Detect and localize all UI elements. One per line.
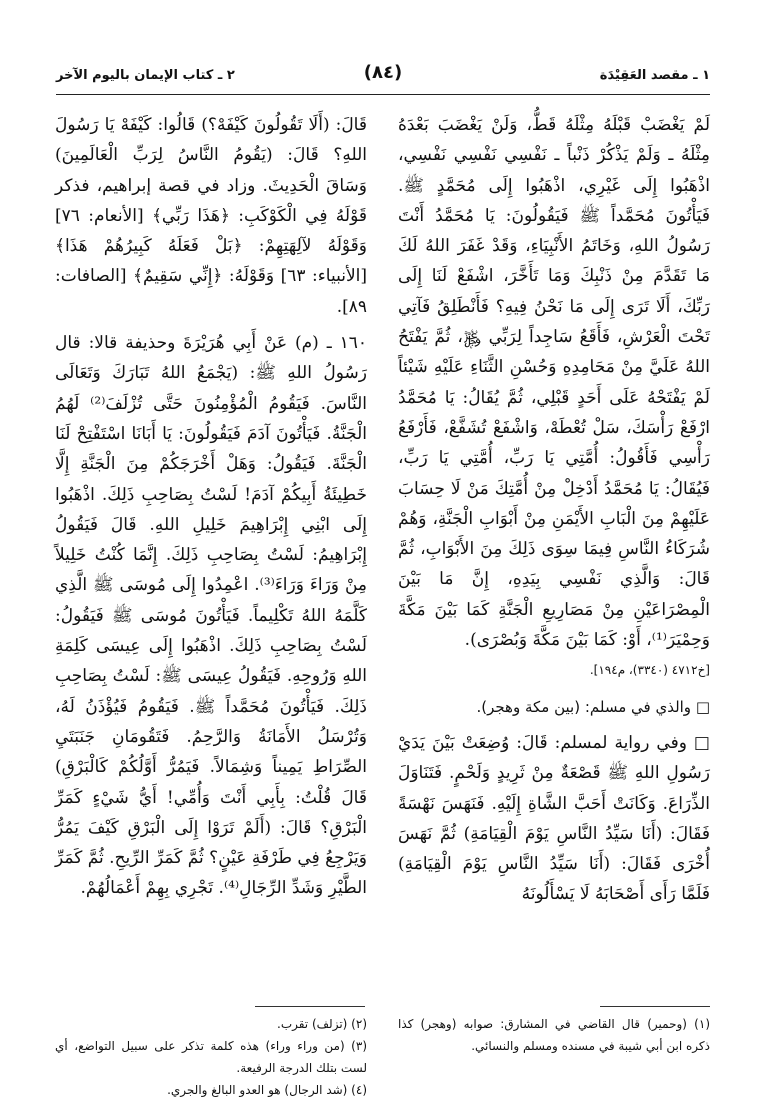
footnote-3: (٣) (من وراء وراء) هذه كلمة تذكر على سبيل التواضع، أي لست بتلك الدرجة الرفيعة. [55, 1039, 367, 1075]
hadith-reference: [خ٤٧١٢ (٣٣٤٠)، م١٩٤]. [589, 663, 710, 678]
page-number: (٨٤) [363, 62, 403, 83]
hadith-text-end: قَالَ: (أَلَا تَقُولُونَ كَيْفَهْ؟) قَالُوا: كَيْفَهْ يَا رَسُولَ اللهِ؟ قَالَ: (يَقُومُ النَّاسُ لِرَبِّ الْعَالَمِينَ) وَسَاقَ الْحَدِيثَ. وزاد في قصة إبراهيم، فذكر قَوْلَهُ فِي الْكَوْكَبِ: ﴿هَذَا رَبِّي﴾ [الأنعام: ٧٦] وَقَوْلَهُ لآلِهَتِهِمْ: ﴿بَلْ فَعَلَهُ كَبِيرُهُمْ هَذَا﴾ [الأنبياء: ٦٣] وَقَوْلَهُ: ﴿إِنِّي سَقِيمٌ﴾ [الصافات: ٨٩]. [55, 115, 367, 317]
footnotes-right [398, 1013, 710, 1057]
footnote-1: (١) (وحمير) قال القاضي في المشارق: صوابه (وهجر) كذا ذكره ابن أبي شيبة في مسنده ومسلم والنسائي. [398, 1017, 710, 1053]
note-muslim-wording: □ والذي في مسلم: (بين مكة وهجر). [476, 697, 710, 716]
muslim-narration: □ وفي رواية لمسلم: قَالَ: وُضِعَتْ بَيْنَ يَدَيْ رَسُولِ اللهِ ﷺ قَصْعَةٌ مِنْ ثَرِيدٍ وَلَحْمٍ. فَتَنَاوَلَ الذِّرَاعَ. وَكَانَتْ أَحَبَّ الشَّاةِ إِلَيْهِ. فَنَهَسَ نَهْسَةً فَقَالَ: (أَنَا سَيِّدُ النَّاسِ يَوْمَ الْقِيَامَةِ) ثُمَّ نَهَسَ أُخْرَى فَقَالَ: (أَنَا سَيِّدُ النَّاسِ يَوْمَ الْقِيَامَةِ) فَلَمَّا رَأَى أَصْحَابَهُ لَا يَسْأَلُونَهُ [398, 732, 710, 905]
hadith-text-continued: لَمْ يَغْضَبْ قَبْلَهُ مِثْلَهُ قَطُّ، وَلَنْ يَغْضَبَ بَعْدَهُ مِثْلَهُ ـ وَلَمْ يَذْكُرْ ذَنْباً ـ نَفْسِي نَفْسِي نَفْسِي، اذْهَبُوا إِلَى غَيْرِي، اذْهَبُوا إِلَى مُحَمَّدٍ ﷺ. فَيَأْتُونَ مُحَمَّداً ﷺ فَيَقُولُونَ: يَا مُحَمَّدُ أَنْتَ رَسُولُ اللهِ، وَخَاتَمُ الأَنْبِيَاءِ، وَقَدْ غَفَرَ اللهُ لَكَ مَا تَقَدَّمَ مِنْ ذَنْبِكَ وَمَا تَأَخَّرَ، اشْفَعْ لَنَا إِلَى رَبِّكَ، أَلَا تَرَى إِلَى مَا نَحْنُ فِيهِ؟ فَأَنْطَلِقُ فَآتِي تَحْتَ الْعَرْشِ، فَأَقَعُ سَاجِداً لِرَبِّي ﷿، ثُمَّ يَفْتَحُ اللهُ عَلَيَّ مِنْ مَحَامِدِهِ وَحُسْنِ الثَّنَاءِ عَلَيْهِ شَيْئاً لَمْ يَفْتَحْهُ عَلَى أَحَدٍ قَبْلِي، ثُمَّ يُقَالُ: يَا مُحَمَّدُ ارْفَعْ رَأْسَكَ، سَلْ تُعْطَهْ، وَاشْفَعْ تُشَفَّعْ، فَأَرْفَعُ رَأْسِي فَأَقُولُ: أُمَّتِي يَا رَبِّ، أُمَّتِي يَا رَبِّ، فَيُقَالُ: يَا مُحَمَّدُ أَدْخِلْ مِنْ أُمَّتِكَ مَنْ لَا حِسَابَ عَلَيْهِمْ مِنَ الْبَابِ الأَيْمَنِ مِنْ أَبْوَابِ الْجَنَّةِ، وَهُمْ شُرَكَاءُ النَّاسِ فِيمَا سِوَى ذَلِكَ مِنَ الأَبْوَابِ، ثُمَّ قَالَ: وَالَّذِي نَفْسِي بِيَدِهِ، إِنَّ مَا بَيْنَ الْمِصْرَاعَيْنِ مِنْ مَصَارِيعِ الْجَنَّةِ كَمَا بَيْنَ مَكَّةَ وَحِمْيَرَ⁽¹⁾، أَوْ: كَمَا بَيْنَ مَكَّةَ وَبُصْرَى). [398, 115, 710, 651]
left-column [55, 110, 367, 904]
footnote-divider-left [255, 1006, 365, 1007]
footnotes-left [55, 1013, 367, 1101]
footnote-4: (٤) (شد الرجال) هو العدو البالغ والجري. [167, 1083, 367, 1097]
chapter-title: ٢ ـ كتاب الإيمان باليوم الآخر [56, 68, 235, 83]
hadith-160: ١٦٠ ـ (م) عَنْ أَبِي هُرَيْرَةَ وحذيفة قالا: قال رَسُولُ اللهِ ﷺ: (يَجْمَعُ اللهُ تَبَارَكَ وَتَعَالَى النَّاسَ. فَيَقُومُ الْمُؤْمِنُونَ حَتَّى تُزْلَفَ⁽²⁾ لَهُمُ الْجَنَّةُ. فَيَأْتُونَ آدَمَ فَيَقُولُونَ: يَا أَبَانَا اسْتَفْتِحْ لَنَا الْجَنَّةَ. فَيَقُولُ: وَهَلْ أَخْرَجَكُمْ مِنَ الْجَنَّةِ إِلَّا خَطِيئَةُ أَبِيكُمْ آدَمَ! لَسْتُ بِصَاحِبِ ذَلِكَ. اذْهَبُوا إِلَى ابْنِي إِبْرَاهِيمَ خَلِيلِ اللهِ. قَالَ فَيَقُولُ إِبْرَاهِيمُ: لَسْتُ بِصَاحِبِ ذَلِكَ. إِنَّمَا كُنْتُ خَلِيلاً مِنْ وَرَاءَ وَرَاءَ⁽³⁾. اعْمِدُوا إِلَى مُوسَى ﷺ الَّذِي كَلَّمَهُ اللهُ تَكْلِيماً. فَيَأْتُونَ مُوسَى ﷺ فَيَقُولُ: لَسْتُ بِصَاحِبِ ذَلِكَ. اذْهَبُوا إِلَى عِيسَى كَلِمَةِ اللهِ وَرُوحِهِ. فَيَقُولُ عِيسَى ﷺ: لَسْتُ بِصَاحِبِ ذَلِكَ. فَيَأْتُونَ مُحَمَّداً ﷺ. فَيَقُومُ فَيُؤْذَنُ لَهُ، وَتُرْسَلُ الأَمَانَةُ وَالرَّحِمُ. فَتَقُومَانِ جَنَبَتَيِ الصِّرَاطِ يَمِيناً وَشِمَالاً. فَيَمُرُّ أَوَّلُكُمْ كَالْبَرْقِ) قَالَ قُلْتُ: بِأَبِي أَنْتَ وَأُمِّي! أَيُّ شَيْءٍ كَمَرِّ الْبَرْقِ؟ قَالَ: (أَلَمْ تَرَوْا إِلَى الْبَرْقِ كَيْفَ يَمُرُّ وَيَرْجِعُ فِي طَرْفَةِ عَيْنٍ؟ ثُمَّ كَمَرِّ الرِّيحِ. ثُمَّ كَمَرِّ الطَّيْرِ وَشَدِّ الرِّجَالِ⁽⁴⁾. تَجْرِي بِهِمْ أَعْمَالُهُمْ. [55, 333, 367, 899]
header-divider [56, 94, 710, 95]
section-title: ١ ـ مقصد العَقِيْدَة [599, 68, 710, 83]
running-head [56, 62, 710, 96]
footnote-divider-right [600, 1006, 710, 1007]
right-column [398, 110, 710, 910]
footnote-2: (٢) (تزلف) تقرب. [277, 1017, 367, 1031]
